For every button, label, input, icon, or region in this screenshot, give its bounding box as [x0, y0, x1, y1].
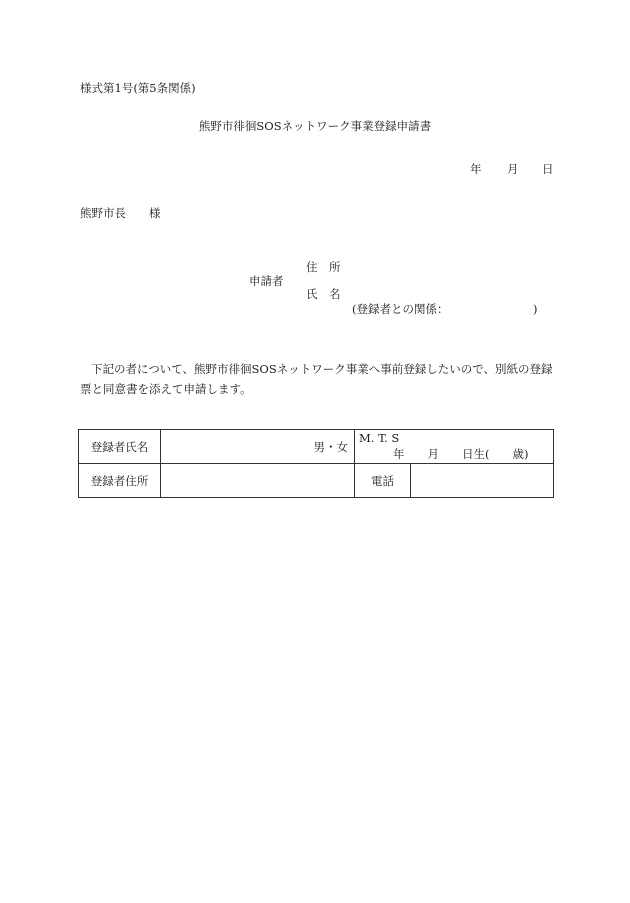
- table-row: [79, 430, 554, 464]
- registrant-address-field[interactable]: [161, 464, 355, 498]
- birth-date-line: 年 月 日生( 歳): [393, 447, 529, 461]
- date-day-label: 日: [542, 162, 554, 176]
- gender-options[interactable]: 男・女: [313, 439, 348, 454]
- birth-date-field[interactable]: [355, 430, 554, 464]
- addressee-honorific: 様: [149, 206, 161, 220]
- form-number: 様式第1号(第5条関係): [80, 81, 196, 95]
- registrant-name-label: 登録者氏名: [79, 430, 161, 464]
- date-month-label: 月: [507, 162, 519, 176]
- registrant-name-field[interactable]: [161, 430, 355, 464]
- phone-field[interactable]: [411, 464, 554, 498]
- relation-label: (登録者との関係：: [352, 302, 449, 316]
- era-options[interactable]: M. T. S: [359, 431, 400, 445]
- applicant-label: 申請者: [249, 274, 284, 288]
- registrant-table: [78, 429, 554, 498]
- application-statement: 下記の者について、熊野市徘徊SOSネットワーク事業へ事前登録したいので、別紙の登録票と同意書を添えて申請します。: [80, 362, 553, 396]
- document-title: 熊野市徘徊SOSネットワーク事業登録申請書: [198, 119, 432, 133]
- phone-label: 電話: [355, 464, 411, 498]
- registrant-address-label: 登録者住所: [79, 464, 161, 498]
- applicant-address-label: 住 所: [306, 260, 341, 274]
- applicant-name-label: 氏 名: [306, 287, 341, 301]
- date-year-label: 年: [470, 162, 482, 176]
- addressee: 熊野市長: [80, 206, 126, 220]
- table-row: [79, 464, 554, 498]
- relation-close: ): [533, 302, 538, 316]
